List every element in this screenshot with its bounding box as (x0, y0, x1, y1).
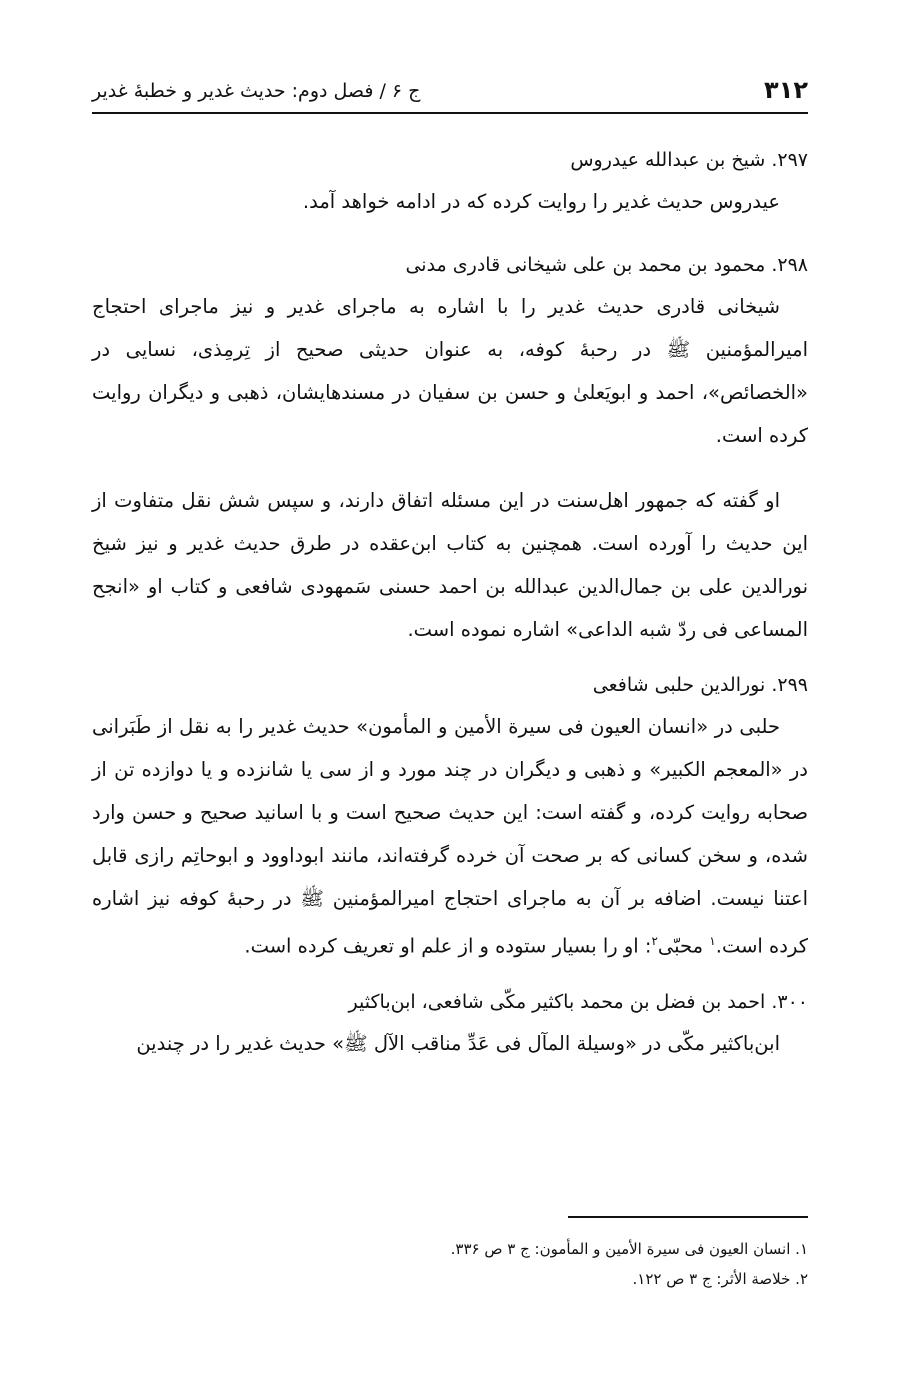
entry-298-text-2: او گفته که جمهور اهل‌سنت در این مسئله اتفاق دارند، و سپس شش نقل متفاوت از این حدیث را آورده است. همچنین به کتاب ابن‌عقده در طرق حدیث غدیر و نیز شیخ نورالدین علی بن جمال‌الدین عبدالله بن احمد حسنی سَمهودی شافعی و کتاب او «انجح المساعی فی ردّ شبه الداعی» اشاره نموده است. (92, 489, 808, 641)
footnote-2: ۲. خلاصة الأثر: ج ۳ ص ۱۲۲. (632, 1270, 808, 1288)
footnotes (92, 1234, 808, 1294)
running-title: ج ۶ / فصل دوم: حدیث غدیر و خطبهٔ غدیر (92, 80, 421, 102)
footnote-ref-1: ۱ (709, 934, 716, 948)
entry-heading-298: ۲۹۸. محمود بن محمد بن علی شیخانی قادری مدنی (405, 254, 808, 276)
page-number: ۳۱۲ (764, 76, 808, 104)
entry-heading-297: ۲۹۷. شیخ بن عبدالله عیدروس (570, 149, 808, 171)
entry-299-text-part-a: حلبی در «انسان العیون فی سیرة الأمین و المأمون» حدیث غدیر را به نقل از طَبَرانی در «المعجم الکبیر» و ذهبی و دیگران در چند مورد و از سی یا شانزده و یا دوازده تن از صحابه روایت کرده، و گفته است: این حدیث صحیح است و با اسانید صحیح و حسن وارد شده، و سخن کسانی که بر صحت آن خرده گرفته‌اند، مانند ابوداوود و ابوحاتِم رازی قابل اعتنا نیست. اضافه بر آن به ماجرای احتجاج امیرالمؤمنین ﷺ در رحبهٔ کوفه نیز اشاره کرده است. (92, 715, 808, 958)
entry-299-text (92, 705, 808, 968)
entry-299-text-part-b: محبّی (657, 934, 710, 958)
footnote-ref-2: ۲ (651, 934, 658, 948)
footnote-1: ۱. انسان العیون فی سیرة الأمین و المأمون: ج ۳ ص ۳۳۶. (450, 1240, 808, 1258)
page-header (92, 72, 808, 114)
entry-299-text-part-c: : او را بسیار ستوده و از علم او تعریف کرده است. (244, 934, 652, 958)
entry-300-text: ابن‌باکثیر مکّی در «وسیلة المآل فی عَدِّ مناقب الآل ﷺ» حدیث غدیر را در چندین (136, 1031, 780, 1055)
entry-298-text-1: شیخانی قادری حدیث غدیر را با اشاره به ماجرای غدیر و نیز ماجرای احتجاج امیرالمؤمنین ﷺ در رحبهٔ کوفه، به عنوان حدیثی صحیح از تِرمِذی، نسایی در «الخصائص»، احمد و ابویَعلیٰ و حسن بن سفیان در مسندهایشان، ذهبی و دیگران روایت کرده است. (92, 295, 808, 447)
entry-heading-299: ۲۹۹. نورالدین حلبی شافعی (592, 674, 808, 696)
entry-297-text: عیدروس حدیث غدیر را روایت کرده که در ادامه خواهد آمد. (302, 190, 780, 213)
entry-heading-300: ۳۰۰. احمد بن فضل بن محمد باکثیر مکّی شافعی، ابن‌باکثیر (348, 990, 808, 1013)
footnote-divider (568, 1216, 808, 1218)
page-body (92, 140, 808, 1065)
